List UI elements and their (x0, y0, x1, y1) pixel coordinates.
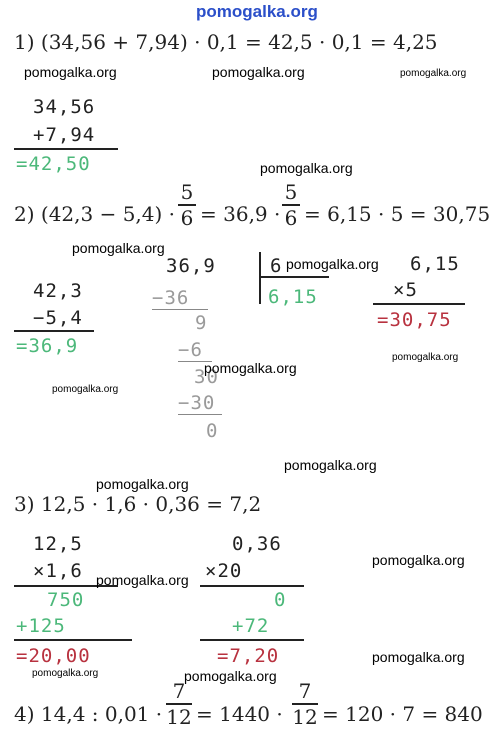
fraction-numerator: 5 (180, 180, 194, 204)
difference-line (14, 330, 94, 332)
division-dividend: 36,9 (166, 255, 216, 277)
task3-mul1-b: ×1,6 (33, 560, 83, 582)
watermark: pomogalka.org (96, 476, 189, 492)
division-step2-remainder: 30 (194, 366, 219, 388)
watermark: pomogalka.org (212, 64, 305, 80)
division-vertical-line (259, 252, 261, 304)
task4-eq-part2: = 1440 · (196, 702, 283, 726)
task2-mul-b: ×5 (393, 279, 418, 301)
watermark: pomogalka.org (204, 360, 297, 376)
fraction-denominator: 12 (292, 704, 318, 729)
fraction-numerator: 7 (172, 679, 186, 703)
watermark: pomogalka.org (392, 352, 459, 363)
task3-mul2-a: 0,36 (232, 533, 282, 555)
fraction-numerator: 5 (284, 180, 298, 204)
watermark: pomogalka.org (52, 384, 119, 395)
task3-equation: 3) 12,5 · 1,6 · 0,36 = 7,2 (14, 492, 262, 516)
sum-line (14, 148, 118, 150)
task2-eq-part1: 2) (42,3 − 5,4) · (14, 202, 176, 226)
task1-add-result: =42,50 (16, 153, 91, 175)
watermark: pomogalka.org (284, 457, 377, 473)
task3-mul1-partial1: 750 (47, 589, 85, 611)
watermark: pomogalka.org (24, 64, 117, 80)
division-step-line (178, 414, 222, 415)
task3-mul2-result: =7,20 (217, 645, 280, 667)
task4-eq-part3: = 120 · 7 = 840 (322, 702, 483, 726)
division-step1-subtrahend: −36 (152, 287, 190, 309)
watermark: pomogalka.org (400, 68, 467, 79)
site-header[interactable]: pomogalka.org (196, 2, 318, 21)
task2-fraction-1 (178, 181, 196, 229)
fraction-denominator: 6 (180, 205, 194, 230)
task4-fraction-2 (292, 680, 318, 728)
watermark: pomogalka.org (260, 160, 353, 176)
watermark: pomogalka.org (32, 668, 99, 679)
task2-mul-result: =30,75 (377, 309, 452, 331)
task3-mul2-partial1: 0 (274, 589, 287, 611)
fraction-numerator: 7 (298, 679, 312, 703)
division-step3-remainder: 0 (206, 420, 219, 442)
task2-sub-b: −5,4 (33, 307, 83, 329)
product-line (200, 585, 304, 587)
task1-equation: 1) (34,56 + 7,94) · 0,1 = 42,5 · 0,1 = 4,25 (14, 30, 438, 54)
watermark: pomogalka.org (96, 572, 189, 588)
task1-add-a: 34,56 (33, 96, 96, 118)
task4-fraction-1 (166, 680, 192, 728)
division-step-line (152, 309, 208, 310)
watermark: pomogalka.org (372, 649, 465, 665)
division-step3-subtrahend: −30 (178, 392, 216, 414)
task2-sub-result: =36,9 (16, 335, 79, 357)
task2-fraction-2 (282, 181, 300, 229)
fraction-denominator: 12 (166, 704, 192, 729)
sum-line (14, 639, 132, 641)
watermark: pomogalka.org (372, 552, 465, 568)
watermark: pomogalka.org (72, 240, 165, 256)
fraction-denominator: 6 (284, 205, 298, 230)
task2-mul-a: 6,15 (410, 253, 460, 275)
task3-mul2-b: ×20 (205, 560, 243, 582)
watermark: pomogalka.org (286, 256, 379, 272)
task1-add-b: +7,94 (33, 124, 96, 146)
task3-mul1-result: =20,00 (16, 645, 91, 667)
task4-eq-part1: 4) 14,4 : 0,01 · (14, 702, 163, 726)
task2-sub-a: 42,3 (33, 280, 83, 302)
task3-mul1-partial2: +125 (16, 615, 66, 637)
task3-mul1-a: 12,5 (33, 533, 83, 555)
watermark: pomogalka.org (184, 668, 277, 684)
sum-line (200, 639, 304, 641)
task2-eq-part3: = 6,15 · 5 = 30,75 (304, 202, 491, 226)
product-line (373, 303, 465, 305)
division-quotient: 6,15 (268, 286, 318, 308)
task3-mul2-partial2: +72 (232, 615, 270, 637)
division-step2-subtrahend: −6 (178, 339, 203, 361)
division-divisor: 6 (270, 255, 283, 277)
division-step1-remainder: 9 (195, 312, 208, 334)
task2-eq-part2: = 36,9 · (200, 202, 281, 226)
